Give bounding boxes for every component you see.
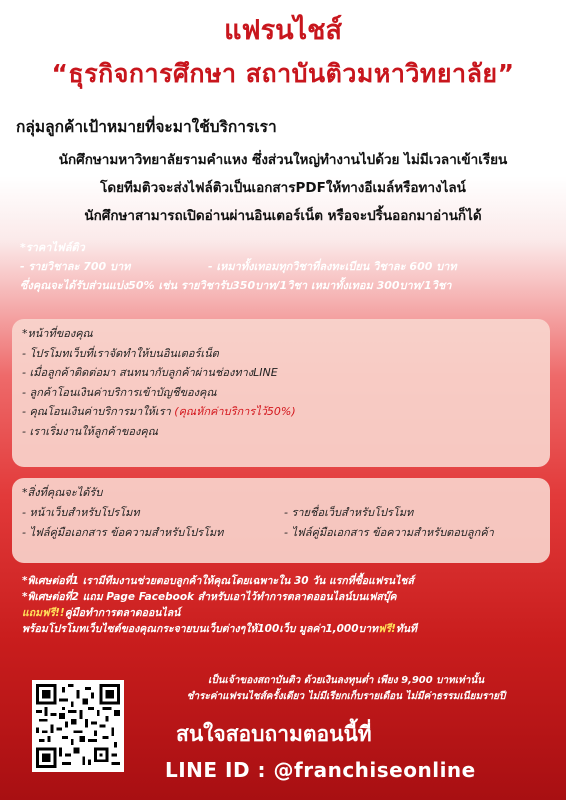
duty-item: - เราเริ่มงานให้ลูกค้าของคุณ bbox=[22, 424, 158, 438]
benefit-item: - ไฟล์คู่มือเอกสาร ข้อความสำหรับตอบลูกค้า bbox=[284, 525, 494, 539]
promo-text: พร้อมโปรโมทเว็บไซต์ของคุณกระจายบนเว็บต่างๆให้100เว็บ มูลค่า1,000บาท bbox=[22, 623, 379, 635]
pricing-section bbox=[20, 238, 550, 295]
line-id[interactable]: LINE ID : @franchiseonline bbox=[165, 758, 476, 782]
intro-line-1: นักศึกษามหาวิทยาลัยรามคำแหง ซึ่งส่วนใหญ่ทำงานไปด้วย ไม่มีเวลาเข้าเรียน bbox=[58, 152, 508, 168]
duty-item-transfer bbox=[22, 402, 540, 422]
benefits-heading: *สิ่งที่คุณจะได้รับ bbox=[22, 486, 103, 499]
benefit-item: - ไฟล์คู่มือเอกสาร ข้อความสำหรับโปรโมท bbox=[22, 525, 224, 539]
duty-item-text: - คุณโอนเงินค่าบริการมาให้เรา bbox=[22, 405, 171, 418]
special-notes bbox=[22, 572, 552, 636]
deduct-note: (คุณหักค่าบริการไว้50%) bbox=[174, 405, 296, 418]
investment-pitch bbox=[136, 673, 556, 705]
promo-free: ฟรี! bbox=[378, 623, 396, 635]
pricing-heading: *ราคาไฟล์ติว bbox=[20, 241, 85, 254]
promo-end: ทันที bbox=[395, 623, 417, 635]
special-note-2: *พิเศษต่อที่2 แถม Page Facebook สำหรับเอาไว้ทำการตลาดออนไลน์บนเฟสบุ๊ค bbox=[22, 591, 397, 603]
free-label: แถมฟรี!! bbox=[22, 607, 65, 619]
target-heading: กลุ่มลูกค้าเป้าหมายที่จะมาใช้บริการเรา bbox=[16, 118, 277, 136]
benefit-item: - หน้าเว็บสำหรับโปรโมท bbox=[22, 505, 140, 519]
duties-heading: *หน้าที่ของคุณ bbox=[22, 327, 93, 340]
pricing-item-full-term: - เหมาทั้งเทอมทุกวิชาที่ลงทะเบียน วิชาละ 600 บาท bbox=[208, 260, 457, 273]
duties-box bbox=[12, 319, 550, 467]
duty-item: - โปรโมทเว็บที่เราจัดทำให้บนอินเตอร์เน็ต bbox=[22, 346, 219, 360]
free-guide-line bbox=[22, 604, 552, 620]
pricing-item-per-subject: - รายวิชาละ 700 บาท bbox=[20, 260, 131, 273]
qr-code-icon[interactable] bbox=[32, 680, 124, 772]
promo-line bbox=[22, 620, 552, 636]
pricing-share-note: ซึ่งคุณจะได้รับส่วนแบ่ง50% เช่น รายวิชารับ350บาท/1วิชา เหมาทั้งเทอม 300บาท/1วิชา bbox=[20, 279, 452, 292]
flyer-subtitle: “ธุรกิจการศึกษา สถาบันติวมหาวิทยาลัย” bbox=[51, 59, 515, 88]
benefits-box bbox=[12, 478, 550, 563]
flyer-title: แฟรนไชส์ bbox=[224, 15, 342, 46]
intro-line-2: โดยทีมติวจะส่งไฟล์ติวเป็นเอกสารPDFให้ทางอีเมล์หรือทางไลน์ bbox=[100, 180, 466, 196]
pitch-line-2: ชำระค่าแฟรนไชส์ครั้งเดียว ไม่มีเรียกเก็บรายเดือน ไม่มีค่าธรรมเนียมรายปี bbox=[186, 691, 506, 702]
free-text: คู่มือทำการตลาดออนไลน์ bbox=[64, 607, 181, 619]
benefit-item: - รายชื่อเว็บสำหรับโปรโมท bbox=[284, 505, 414, 519]
duty-item: - ลูกค้าโอนเงินค่าบริการเข้าบัญชีของคุณ bbox=[22, 385, 217, 399]
duty-item: - เมื่อลูกค้าติดต่อมา สนทนากับลูกค้าผ่านช่องทางLINE bbox=[22, 366, 278, 379]
pitch-line-1: เป็นเจ้าของสถาบันติว ด้วยเงินลงทุนต่ำ เพียง 9,900 บาทเท่านั้น bbox=[207, 675, 485, 686]
contact-heading: สนใจสอบถามตอนนี้ที่ bbox=[176, 722, 372, 746]
special-note-1: *พิเศษต่อที่1 เรามีทีมงานช่วยตอบลูกค้าให้คุณโดยเฉพาะใน 30 วัน แรกที่ซื้อแฟรนไชส์ bbox=[22, 575, 414, 587]
intro-line-3: นักศึกษาสามารถเปิดอ่านผ่านอินเตอร์เน็ต หรือจะปริ้นออกมาอ่านก็ได้ bbox=[84, 208, 482, 224]
